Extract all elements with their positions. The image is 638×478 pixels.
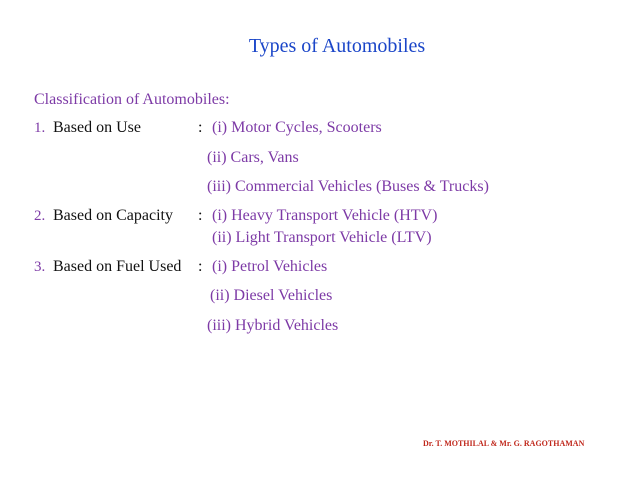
section-2-item-1: (i) Heavy Transport Vehicle (HTV) — [212, 207, 438, 224]
section-1-item-3: (iii) Commercial Vehicles (Buses & Trucks) — [207, 178, 489, 195]
section-1-colon: : — [198, 119, 203, 136]
classification-subtitle: Classification of Automobiles: — [34, 91, 230, 108]
section-1-label: Based on Use — [53, 119, 141, 136]
section-2-number: 2. — [34, 208, 46, 224]
section-3-label: Based on Fuel Used — [53, 258, 182, 275]
section-3-colon: : — [198, 258, 203, 275]
section-3-item-2: (ii) Diesel Vehicles — [210, 287, 333, 304]
section-3-item-3: (iii) Hybrid Vehicles — [207, 317, 339, 334]
section-1-item-2: (ii) Cars, Vans — [207, 149, 299, 166]
section-2-item-2: (ii) Light Transport Vehicle (LTV) — [212, 229, 432, 246]
section-3-item-1: (i) Petrol Vehicles — [212, 258, 328, 275]
section-2-label: Based on Capacity — [53, 207, 173, 224]
section-1-item-1: (i) Motor Cycles, Scooters — [212, 119, 382, 136]
section-3-number: 3. — [34, 259, 46, 275]
section-1-number: 1. — [34, 120, 46, 136]
author-footer: Dr. T. MOTHILAL & Mr. G. RAGOTHAMAN — [423, 439, 585, 448]
slide-title: Types of Automobiles — [248, 35, 426, 57]
section-2-colon: : — [198, 207, 203, 224]
